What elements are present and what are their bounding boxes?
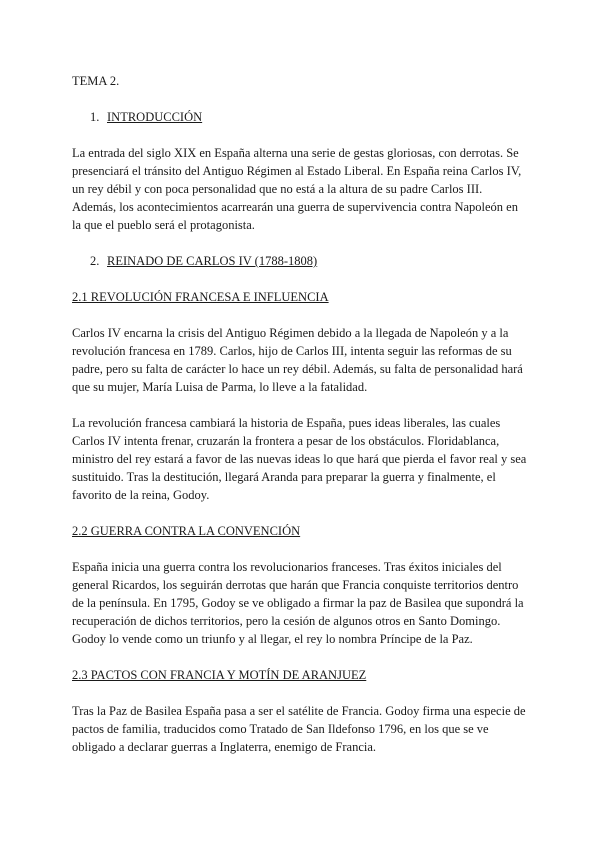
subsection-2-3-paragraph-1: Tras la Paz de Basilea España pasa a ser el satélite de Francia. Godoy firma una especie de pactos de familia, traducidos como Tratado de San Ildefonso 1796, en los que se ve obligado a declarar guerras a Inglaterra, enemigo de Francia. xyxy=(72,704,526,754)
section-1-number: 1. xyxy=(90,110,100,124)
document-page xyxy=(72,72,528,774)
section-2-heading xyxy=(90,252,528,270)
intro-paragraph: La entrada del siglo XIX en España alterna una serie de gestas gloriosas, con derrotas. Se presenciará el tránsito del Antiguo Régimen al Estado Liberal. En España reina Carlos IV, un rey débil y con poca personalidad que no está a la altura de su padre Carlos III. Además, los acontecimientos acarrearán una guerra de supervivencia contra Napoleón en la que el pueblo será el protagonista. xyxy=(72,146,522,232)
section-2-label: REINADO DE CARLOS IV (1788-1808) xyxy=(107,254,318,268)
subsection-2-2-heading: 2.2 GUERRA CONTRA LA CONVENCIÓN xyxy=(72,524,301,538)
section-2-number: 2. xyxy=(90,254,100,268)
subsection-2-1-heading: 2.1 REVOLUCIÓN FRANCESA E INFLUENCIA xyxy=(72,290,329,304)
subsection-2-1-paragraph-2: La revolución francesa cambiará la historia de España, pues ideas liberales, las cuales Carlos IV intenta frenar, cruzarán la frontera a pesar de los obstáculos. Floridablanca, ministro del rey estará a favor de las nuevas ideas lo que hará que pierda el favor real y sea sustituido. Tras la destitución, llegará Aranda para preparar la guerra y finalmente, el favorito de la reina, Godoy. xyxy=(72,416,527,502)
document-title: TEMA 2. xyxy=(72,74,120,88)
subsection-2-3-heading: 2.3 PACTOS CON FRANCIA Y MOTÍN DE ARANJUEZ xyxy=(72,668,367,682)
subsection-2-2-paragraph-1: España inicia una guerra contra los revolucionarios franceses. Tras éxitos iniciales del general Ricardos, los seguirán derrotas que harán que Francia conquiste territorios dentro de la península. En 1795, Godoy se ve obligado a firmar la paz de Basilea que supondrá la recuperación de dichos territorios, pero la cesión de algunos otros en Santo Domingo. Godoy lo vende como un triunfo y al llegar, el rey lo nombra Príncipe de la Paz. xyxy=(72,560,524,646)
section-1-heading xyxy=(90,108,528,126)
section-1-label: INTRODUCCIÓN xyxy=(107,110,203,124)
subsection-2-1-paragraph-1: Carlos IV encarna la crisis del Antiguo Régimen debido a la llegada de Napoleón y a la revolución francesa en 1789. Carlos, hijo de Carlos III, intenta seguir las reformas de su padre, pero su falta de carácter lo hace un rey débil. Además, su falta de personalidad hará que su mujer, María Luisa de Parma, lo lleve a la fatalidad. xyxy=(72,326,523,394)
